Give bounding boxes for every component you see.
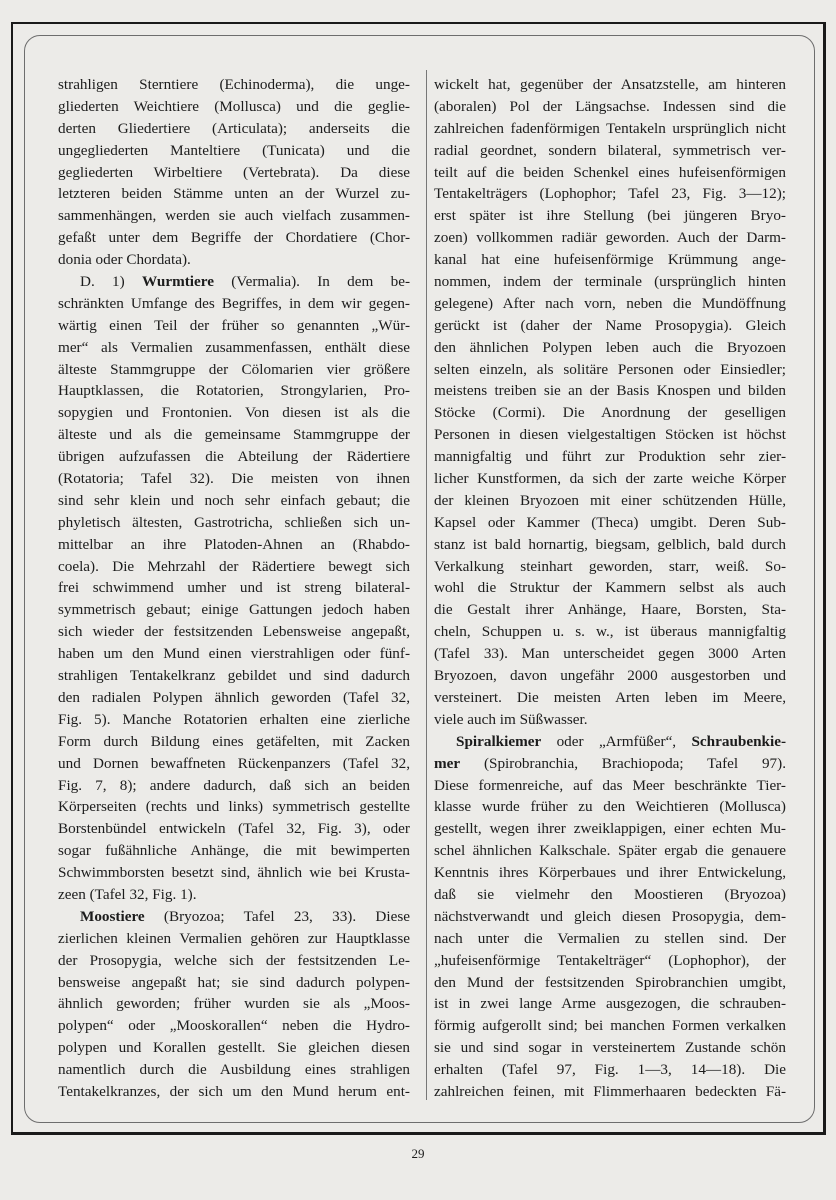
text-line: förmig aufgerollt sind; bei manchen Formen verkalken — [434, 1017, 786, 1035]
text-line: schränkten Umfange des Begriffes, in dem wir gegen- — [58, 294, 410, 312]
text-line: (Rotatoria; Tafel 32). Die meisten von ihnen — [58, 470, 410, 488]
text-line: mittelbar an ihre Platoden-Ahnen an (Rhabdo- — [58, 535, 410, 553]
bold-term: Wurmtiere — [141, 273, 214, 291]
text-line: gegliederten Wirbeltiere (Vertebrata). Da diese — [58, 163, 410, 181]
text-line: wärtig einen Teil der früher so genannten „Wür- — [58, 316, 410, 334]
text-line: zahlreichen feinen, mit Flimmerhaaren bedeckten Fä- — [434, 1082, 786, 1100]
text-line: daß sie vielmehr den Moostieren (Bryozoa) — [434, 885, 786, 903]
text-line: wohl die Struktur der Kammern selbst als auch — [434, 579, 786, 597]
text-line: Tentakelträgers (Lophophor; Tafel 23, Fig. 3—12); — [434, 185, 786, 203]
text-segment: (Spirobranchia, Brachiopoda; Tafel 97). — [460, 754, 786, 772]
text-segment: D. 1) — [80, 273, 142, 291]
text-line: sammenhängen, werden sie auch vielfach zusammen- — [58, 207, 410, 225]
text-line: licher Kunstformen, da sich der zarte weiche Körper — [434, 470, 786, 488]
text-line — [434, 731, 786, 753]
text-line: gefaßt unter dem Begriffe der Chordatiere (Chor- — [58, 229, 410, 247]
bold-term: mer — [434, 754, 461, 772]
text-line: derten Gliedertiere (Articulata); anderseits die — [58, 119, 410, 137]
text-line: übrigen aufzufassen die Abteilung der Rädertiere — [58, 448, 410, 466]
text-column-left — [58, 74, 410, 1103]
text-line: ähnlich geworden; früher wurden sie als „Moos- — [58, 995, 410, 1013]
text-line: erst später ist ihre Stellung (bei jüngeren Bryo- — [434, 207, 786, 225]
text-line: haben um den Mund einen vierstrahligen oder fünf- — [58, 645, 410, 663]
text-line: coela). Die Mehrzahl der Rädertiere bewegt sich — [58, 557, 410, 575]
page-number: 29 — [411, 1146, 425, 1161]
text-line: sind sehr klein und noch sehr einfach gebaut; die — [58, 491, 410, 509]
text-line: älteste und als die gemeinsame Stammgruppe der — [58, 426, 410, 444]
text-line: gelegene) After nach vorn, neben die Mundöffnung — [434, 294, 786, 312]
text-line: Fig. 7, 8); andere dadurch, daß sich an beiden — [58, 776, 410, 794]
text-line — [58, 271, 410, 293]
text-line: meistens treiben sie an der Basis Knospen und bilden — [434, 382, 786, 400]
text-line: strahligen Sterntiere (Echinoderma), die unge- — [58, 76, 410, 93]
bold-term: Schraubenkie- — [691, 732, 786, 750]
text-line: selten einzeln, als solitäre Personen oder Einsiedler; — [434, 360, 786, 378]
text-line: Schwimmborsten besetzt sind, ähnlich wie bei Krusta- — [58, 864, 410, 882]
text-line: nach unter die Vermalien zu stellen sind. Der — [434, 929, 786, 947]
text-segment: (Bryozoa; Tafel 23, 33). Diese — [144, 907, 410, 925]
text-line: sie und sind sogar in versteinertem Zustande schön — [434, 1039, 786, 1057]
text-line: Borstenbündel entwickeln (Tafel 32, Fig. 3), oder — [58, 820, 410, 838]
text-line: polypen und Korallen gestellt. Sie gleichen diesen — [58, 1039, 410, 1057]
text-line: ist in zwei lange Arme ausgezogen, die schrauben- — [434, 995, 786, 1013]
text-line: Körperseiten (rechts und links) symmetrisch gestellte — [58, 798, 410, 816]
bold-term: Moostiere — [80, 907, 145, 925]
text-line: ungegliederten Manteltiere (Tunicata) und die — [58, 141, 410, 159]
text-line: phyletisch ältesten, Gastrotricha, schließen sich un- — [58, 513, 410, 531]
text-line: polypen“ oder „Mooskorallen“ neben die Hydro- — [58, 1017, 410, 1035]
text-line: gestellt, wegen ihrer zweiklappigen, einer echten Mu- — [434, 820, 786, 838]
text-line — [434, 753, 786, 775]
text-line: Hauptklassen, die Rotatorien, Strongylarien, Pro- — [58, 382, 410, 400]
text-line: und Dornen bewaffneten Rückenpanzers (Tafel 32, — [58, 754, 410, 772]
text-line: schel ähnlichen Kalkschale. Später ergab die genauere — [434, 842, 786, 860]
text-line: symmetrisch gebaut; einige Gattungen jedoch haben — [58, 601, 410, 619]
text-line: Verkalkung steinhart geworden, starr, weiß. So- — [434, 557, 786, 575]
text-line: (aboralen) Pol der Längsachse. Indessen sind die — [434, 97, 786, 115]
text-line — [58, 906, 410, 928]
text-line: sogar fußähnliche Anhänge, die mit bewimperten — [58, 842, 410, 860]
text-line: viele auch im Süßwasser. — [434, 710, 588, 728]
text-line: Fig. 5). Manche Rotatorien erhalten eine zierliche — [58, 710, 410, 728]
column-divider — [426, 70, 427, 1100]
text-line: (Tafel 33). Man unterscheidet gegen 3000 Arten — [434, 645, 786, 663]
text-line: sich wieder der festsitzenden Lebensweise angepaßt, — [58, 623, 410, 641]
text-line: zierlichen kleinen Vermalien gehören zur Hauptklasse — [58, 929, 410, 947]
text-line: bensweise angepaßt hat; sie sind dadurch polypen- — [58, 973, 410, 991]
text-line: den radialen Polypen ähnlich geworden (Tafel 32, — [58, 688, 410, 706]
text-line: mannigfaltig und führt zur Produktion sehr zier- — [434, 448, 786, 466]
text-line: nommen, indem der terminale (ursprünglich hinten — [434, 273, 786, 291]
text-line: sopygien und Frontonien. Von diesen ist als die — [58, 404, 410, 422]
text-line: zahlreichen fadenförmigen Tentakeln ursprünglich nicht — [434, 119, 786, 137]
text-line: klasse wurde früher zu den Weichtieren (Mollusca) — [434, 798, 786, 816]
text-line: den Mund der festsitzenden Spirobranchien umgibt, — [434, 973, 786, 991]
text-line: versteinert. Die meisten Arten leben im Meere, — [434, 688, 786, 706]
text-line: strahligen Tentakelkranz gebildet und sind dadurch — [58, 667, 410, 685]
text-line: mer“ als Vermalien zusammenfassen, enthält diese — [58, 338, 410, 356]
text-line: nächstverwandt und gleich diesen Prosopygia, dem- — [434, 907, 786, 925]
text-line: zeen (Tafel 32, Fig. 1). — [58, 885, 197, 903]
text-line: der kleinen Bryozoen mit einer schützenden Hülle, — [434, 491, 786, 509]
text-line: den ähnlichen Polypen leben auch die Bryozoen — [434, 338, 786, 356]
text-line: kanal hat eine hufeisenförmige Krümmung ange- — [434, 251, 786, 269]
text-line: erhalten (Tafel 97, Fig. 1—3, 14—18). Die — [434, 1061, 786, 1079]
text-line: Form durch Bildung eines getäfelten, mit Zacken — [58, 732, 410, 750]
text-line: letzteren beiden Stämme unten an der Wurzel zu- — [58, 185, 410, 203]
bold-term: Spiralkiemer — [456, 732, 542, 750]
text-line: teilt auf die beiden Schenkel eines hufeisenförmigen — [434, 163, 786, 181]
text-line: die Gestalt ihrer Anhänge, Haare, Borsten, Sta- — [434, 601, 786, 619]
text-line: radial geordnet, sondern bilateral, symmetrisch ver- — [434, 141, 786, 159]
text-line: „hufeisenförmige Tentakelträger“ (Lophophor), der — [434, 951, 786, 969]
text-line: donia oder Chordata). — [58, 251, 191, 269]
text-line: Bryozoen, davon ungefähr 2000 ausgestorben und — [434, 667, 786, 685]
text-line: wickelt hat, gegenüber der Ansatzstelle, am hinteren — [434, 76, 786, 93]
text-line: Stöcke (Cormi). Die Anordnung der geselligen — [434, 404, 786, 422]
text-line: zoen) vollkommen radiär geworden. Auch der Darm- — [434, 229, 786, 247]
text-line: der Prosopygia, welche sich der festsitzenden Le- — [58, 951, 410, 969]
text-line: cheln, Schuppen u. s. w., ist überaus mannigfaltig — [434, 623, 786, 641]
text-segment: (Vermalia). In dem be- — [213, 273, 411, 291]
text-column-right — [434, 74, 786, 1103]
text-segment: oder „Armfüßer“, — [541, 732, 692, 750]
text-line: gliederten Weichtiere (Mollusca) und die geglie- — [58, 97, 410, 115]
text-line: Kenntnis ihres Körperbaues und ihrer Entwickelung, — [434, 864, 786, 882]
text-line: namentlich durch die Ausbildung eines strahligen — [58, 1061, 410, 1079]
text-line: älteste Stammgruppe der Cölomarien vier größere — [58, 360, 410, 378]
text-line: Tentakelkranzes, der sich um den Mund herum ent- — [58, 1082, 410, 1100]
text-line: Diese formenreiche, auf das Meer beschränkte Tier- — [434, 776, 786, 794]
text-line: gerückt ist (daher der Name Prosopygia). Gleich — [434, 316, 786, 334]
text-line: Personen in diesen vielgestaltigen Stöcken ist höchst — [434, 426, 786, 444]
text-line: Kapsel oder Kammer (Theca) umgibt. Deren Sub- — [434, 513, 786, 531]
text-line: stanz ist bald hornartig, biegsam, gelblich, bald durch — [434, 535, 786, 553]
text-line: frei schwimmend umher und ist streng bilateral- — [58, 579, 410, 597]
